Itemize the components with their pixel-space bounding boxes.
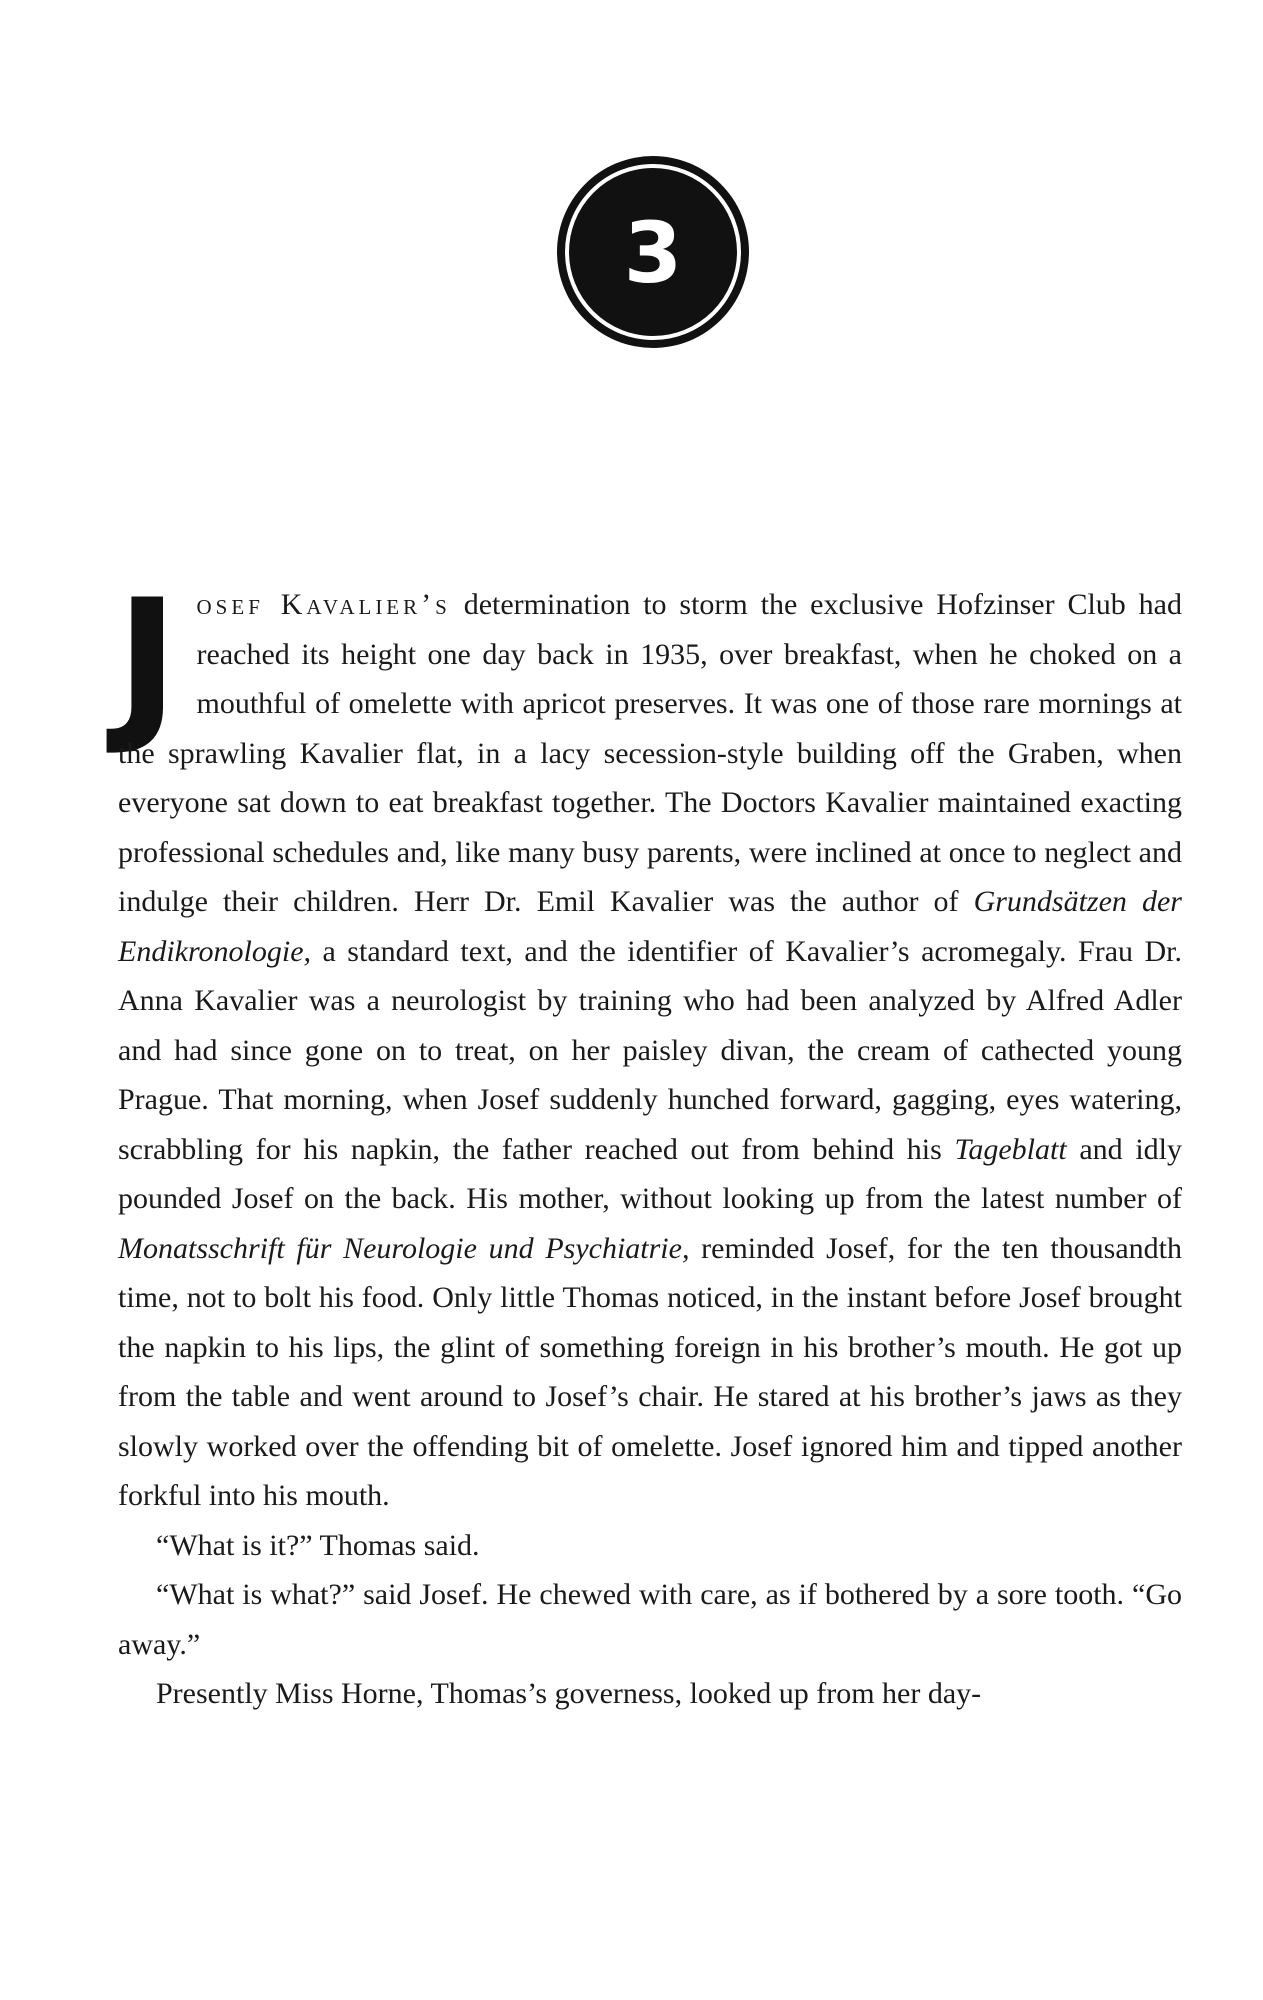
- paragraph: Presently Miss Horne, Thomas’s governess, looked up from her day-: [156, 1677, 982, 1710]
- smallcaps-lead: osef Kavalier’s: [196, 588, 451, 621]
- chapter-badge: [553, 152, 753, 352]
- opening-paragraph: [116, 563, 1182, 1521]
- opening-text-4: reminded Josef, for the ten thousandth time, not to bolt his food. Only little Thomas noticed, in the instant before Josef brought the napkin to his lips, the glint of something foreign in his brother’s mouth. He got up from the table and went around to Josef’s chair. He stared at his brother’s jaws as they slowly worked over the offending bit of omelette. Josef ignored him and tipped another forkful into his mouth.: [118, 1231, 1182, 1512]
- chapter-circle-icon: [553, 152, 753, 352]
- journal-title-monatsschrift: Monatsschrift für Neurologie und Psychiatrie,: [118, 1231, 690, 1265]
- newspaper-title-tageblatt: Tageblatt: [954, 1132, 1067, 1166]
- book-title-grundsatzen: Grundsätzen der Endikronologie,: [118, 885, 1182, 968]
- opening-text-2: a standard text, and the identifier of Kavalier’s acromegaly. Frau Dr. Anna Kavalier was a neurologist by training who had been analyzed by Alfred Adler and had since gone on to treat, on her paisley divan, the cream of cathected young Prague. That morning, when Josef suddenly hunched forward, gagging, eyes watering, scrabbling for his napkin, the father reached out from behind his: [118, 934, 1182, 1166]
- drop-cap: J: [116, 563, 179, 759]
- opening-text-1: determination to storm the exclusive Hofzinser Club had reached its height one day back in 1935, over breakfast, when he choked on a mouthful of omelette with apricot preserves. It was one of those rare mornings at the sprawling Kavalier flat, in a lacy secession-style building off the Graben, when everyone sat down to eat breakfast together. The Doctors Kavalier maintained exacting professional schedules and, like many busy parents, were inclined at once to neglect and indulge their children. Herr Dr. Emil Kavalier was the author of: [118, 588, 1182, 918]
- opening-text-3: and idly pounded Josef on the back. His mother, without looking up from the latest number of: [118, 1132, 1182, 1215]
- paragraph: “What is it?” Thomas said.: [156, 1528, 480, 1562]
- body-text: [116, 563, 1182, 1719]
- paragraph: “What is what?” said Josef. He chewed with care, as if bothered by a sore tooth. “Go away.”: [118, 1578, 1182, 1661]
- chapter-number: 3: [623, 204, 683, 302]
